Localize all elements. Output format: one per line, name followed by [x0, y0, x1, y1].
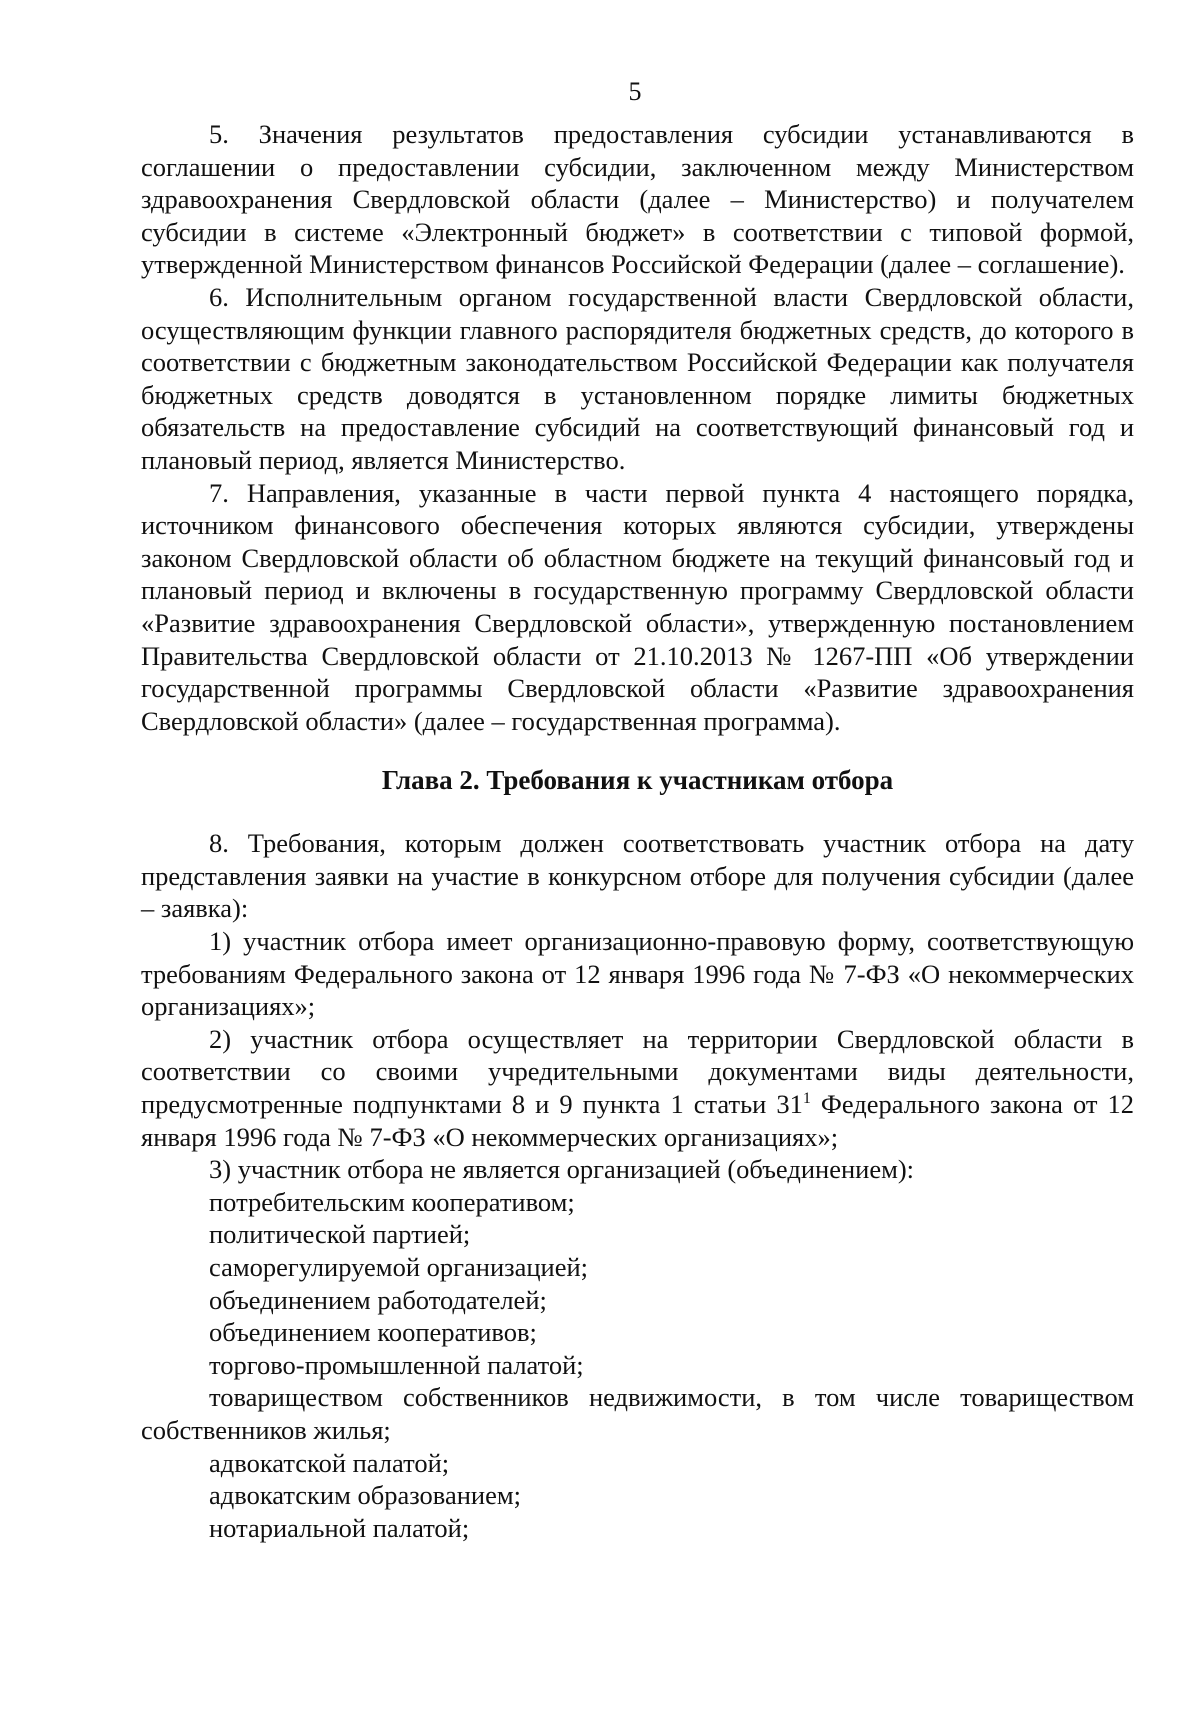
article-superscript: 1 — [802, 1090, 811, 1108]
list-item-long: товариществом собственников недвижимости, в том числе товариществом собственников жилья; — [141, 1382, 1134, 1445]
list-item: потребительским кооперативом; — [209, 1186, 575, 1217]
list-item: политической партией; — [209, 1219, 471, 1250]
list-item: адвокатским образованием; — [209, 1480, 521, 1511]
subitem-2-text-end: Федерального закона от 12 января 1996 года № 7-ФЗ «О некоммерческих организациях»; — [141, 1089, 1134, 1152]
subitem-2 — [141, 1023, 1134, 1153]
list-item: торгово-промышленной палатой; — [209, 1349, 584, 1380]
list-item: нотариальной палатой; — [209, 1512, 470, 1543]
subitem-1: 1) участник отбора имеет организационно-правовую форму, соответствующую требованиям Федерального закона от 12 января 1996 года № 7-ФЗ «О некоммерческих организациях»; — [141, 926, 1134, 1022]
paragraph-7: 7. Направления, указанные в части первой пункта 4 настоящего порядка, источником финансового обеспечения которых являются субсидии, утверждены законом Свердловской области об областном бюджете на текущий финансовый год и плановый период и включены в государственную программу Свердловской области «Развитие здравоохранения Свердловской области», утвержденную постановлением Правительства Свердловской области от 21.10.2013 № 1267-ПП «Об утверждении государственной программы Свердловской области «Развитие здравоохранения Свердловской области» (далее – государственная программа). — [141, 477, 1134, 736]
list-item: саморегулируемой организацией; — [209, 1252, 589, 1282]
list-item: объединением кооперативов; — [209, 1317, 537, 1348]
chapter-heading: Глава 2. Требования к участникам отбора — [381, 765, 894, 796]
paragraph-6: 6. Исполнительным органом государственной власти Свердловской области, осуществляющим функции главного распорядителя бюджетных средств, до которого в соответствии с бюджетным законодательством Российской Федерации как получателя бюджетных средств доводятся в установленном порядке лимиты бюджетных обязательств на предоставление субсидий на соответствующий финансовый год и плановый период, является Министерство. — [141, 281, 1134, 475]
page-number: 5 — [628, 77, 642, 106]
paragraph-5: 5. Значения результатов предоставления субсидии устанавливаются в соглашении о предоставлении субсидии, заключенном между Министерством здравоохранения Свердловской области (далее – Министерство) и получателем субсидии в системе «Электронный бюджет» в соответствии с типовой формой, утвержденной Министерством финансов Российской Федерации (далее – соглашение). — [141, 119, 1134, 280]
paragraph-8: 8. Требования, которым должен соответствовать участник отбора на дату представления заявки на участие в конкурсном отборе для получения субсидии (далее – заявка): — [141, 828, 1134, 924]
document-body — [141, 118, 1134, 1544]
list-item: адвокатской палатой; — [209, 1447, 450, 1478]
subitem-2-text: 2) участник отбора осуществляет на территории Свердловской области в соответствии со своими учредительными документами виды деятельности, предусмотренные подпунктами 8 и 9 пункта 1 статьи 31 — [141, 1023, 1134, 1120]
subitem-3: 3) участник отбора не является организацией (объединением): — [209, 1154, 915, 1185]
list-item: объединением работодателей; — [209, 1284, 547, 1315]
